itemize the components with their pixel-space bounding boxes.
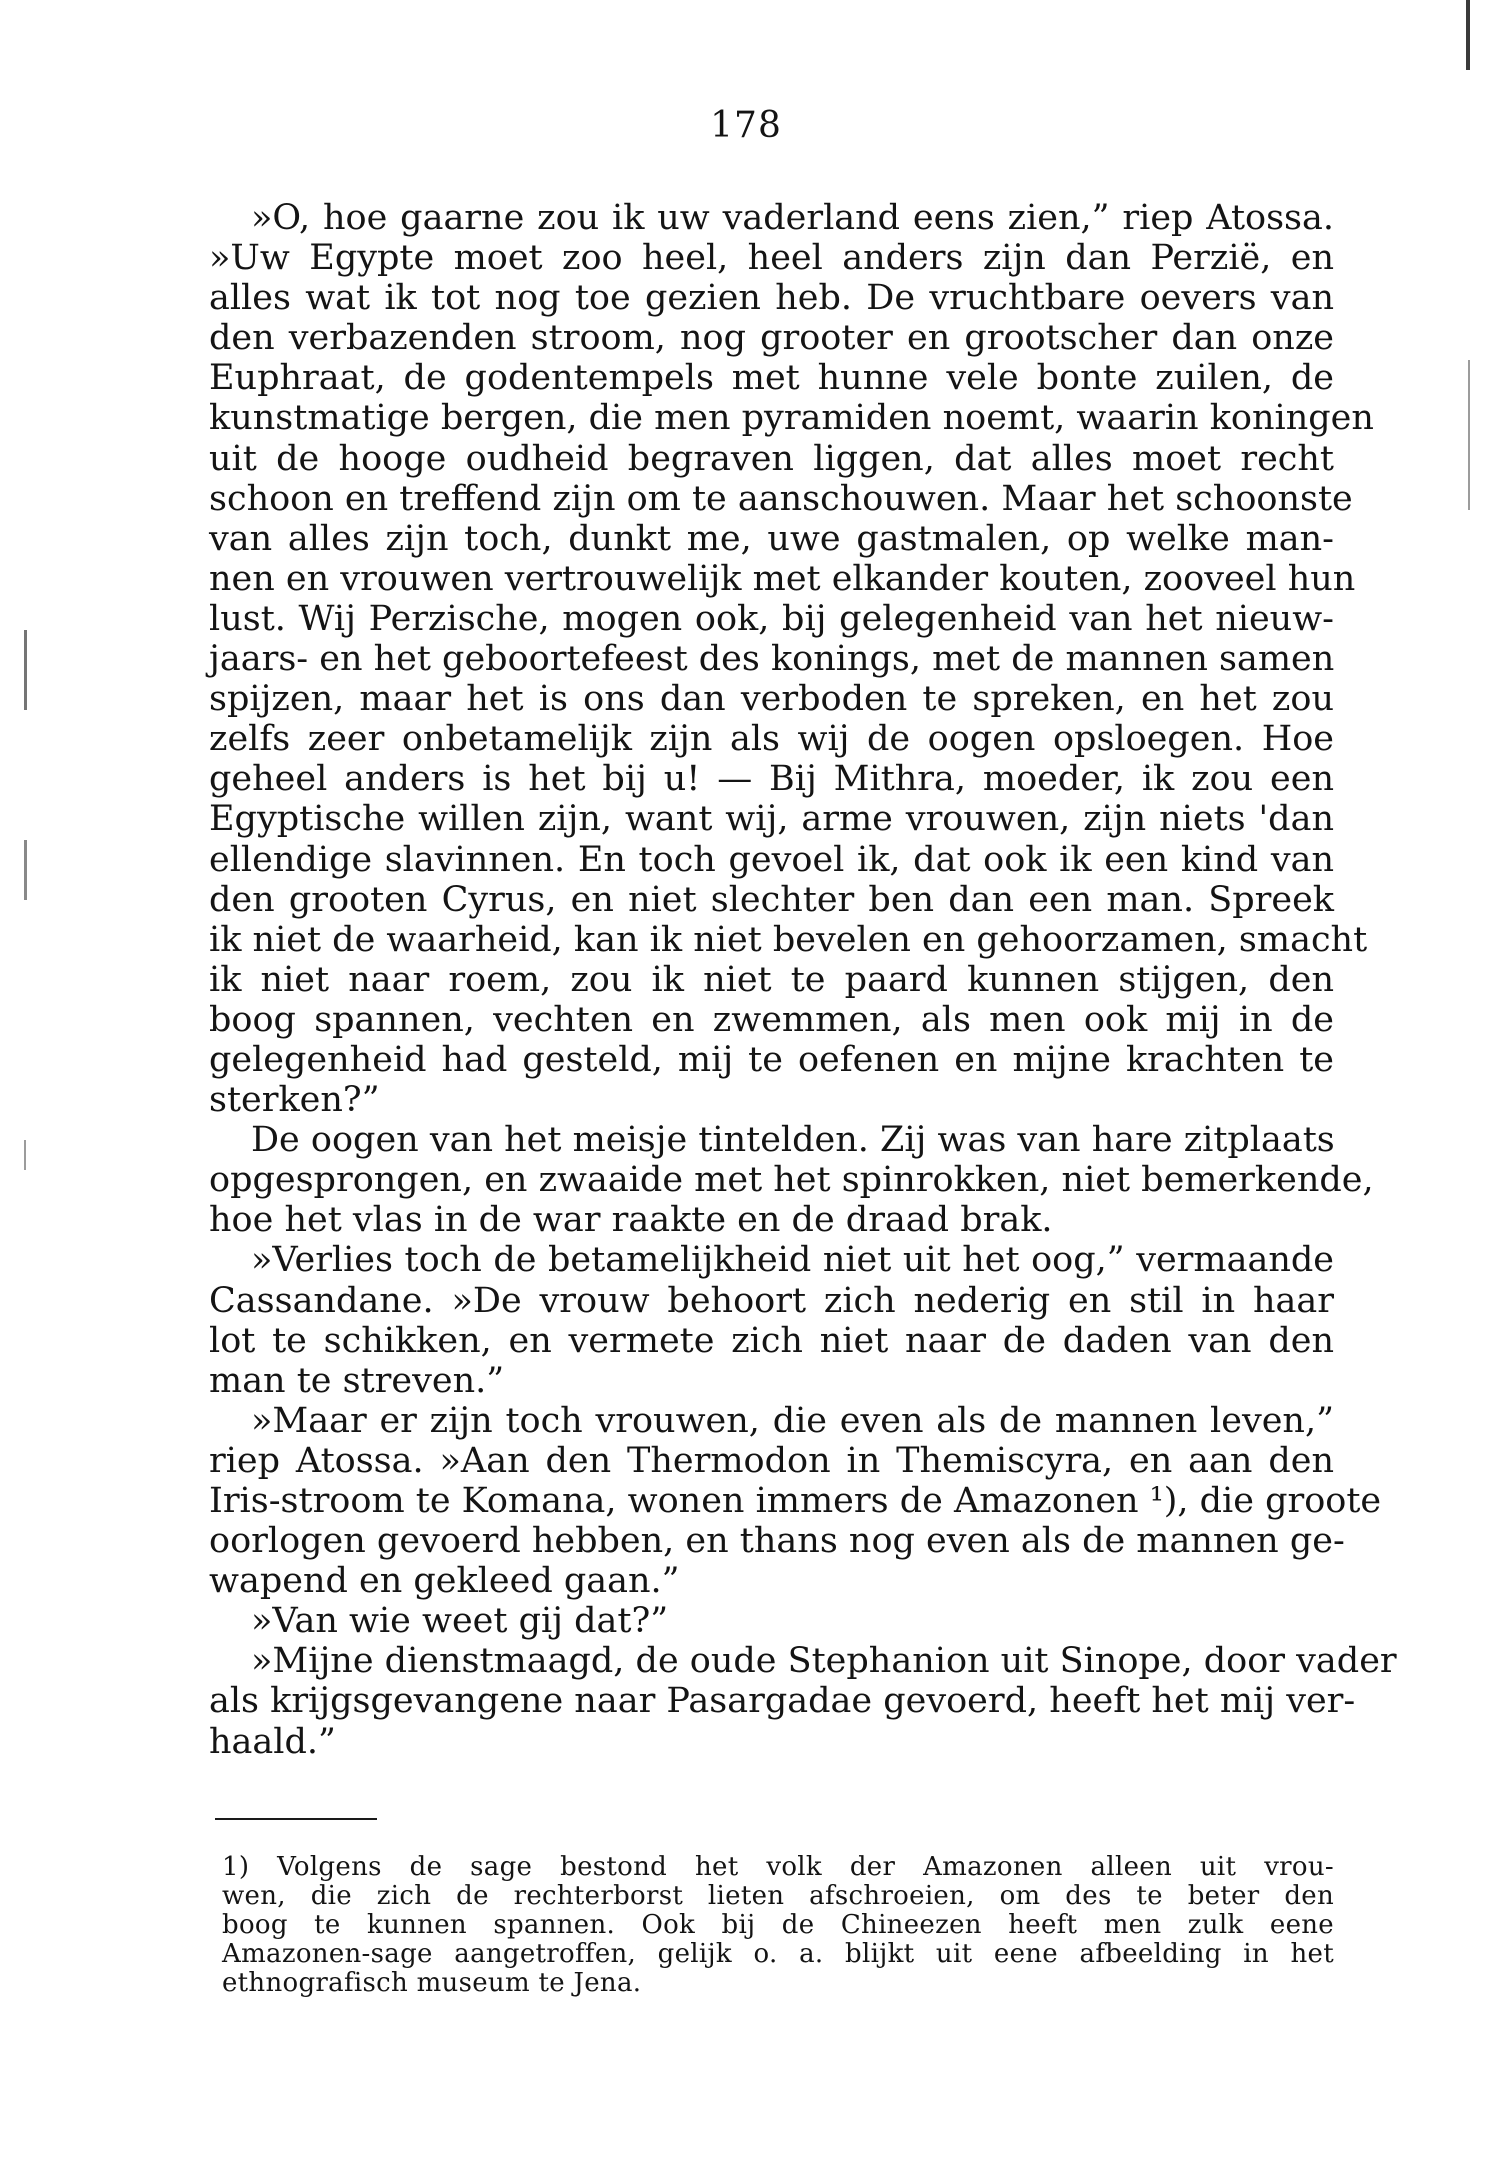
text-line: jaars- en het geboortefeest des konings, met de mannen samen [209,639,1335,680]
text-line: »Uw Egypte moet zoo heel, heel anders zijn dan Perzië, en [209,238,1334,279]
text-line: wapend en gekleed gaan.” [209,1561,680,1602]
text-line: opgesprongen, en zwaaide met het spinrokken, niet bemerkende, [209,1160,1374,1201]
text-line: Euphraat, de godentempels met hunne vele bonte zuilen, de [209,358,1334,399]
footnote-line: wen, die zich de rechterborst lieten afschroeien, om des te beter den [222,1881,1334,1911]
text-line: den grooten Cyrus, en niet slechter ben dan een man. Spreek [209,879,1334,920]
text-line: oorlogen gevoerd hebben, en thans nog even als de mannen ge- [209,1521,1345,1562]
text-line: »Maar er zijn toch vrouwen, die even als de mannen leven,” [251,1400,1334,1441]
text-line: nen en vrouwen vertrouwelijk met elkander kouten, zooveel hun [209,558,1356,599]
footnote-line: Amazonen-sage aangetroffen, gelijk o. a. blijkt uit eene afbeelding in het [222,1939,1334,1969]
text-line: ellendige slavinnen. En toch gevoel ik, dat ook ik een kind van [209,839,1334,880]
footnote-line: boog te kunnen spannen. Ook bij de Chineezen heeft men zulk eene [222,1910,1334,1940]
text-line: schoon en treffend zijn om te aanschouwen. Maar het schoonste [209,478,1353,519]
text-line: den verbazenden stroom, nog grooter en grootscher dan onze [209,318,1334,359]
text-line: sterken?” [209,1080,380,1121]
text-line: »Mijne dienstmaagd, de oude Stephanion uit Sinope, door vader [251,1641,1397,1682]
text-line: boog spannen, vechten en zwemmen, als men ook mij in de [209,999,1334,1040]
footnotes [222,1853,1334,1998]
scan-edge-mark [24,840,27,900]
text-line: als krijgsgevangene naar Pasargadae gevoerd, heeft het mij ver- [209,1681,1356,1722]
footnote-rule [215,1818,377,1820]
page-number: 178 [710,105,782,146]
text-line: riep Atossa. »Aan den Thermodon in Themiscyra, en aan den [209,1440,1334,1481]
text-line: hoe het vlas in de war raakte en de draad brak. [209,1200,1053,1241]
scan-edge-mark [1466,0,1470,70]
footnote-line: ethnografisch museum te Jena. [222,1968,642,1998]
body-text [209,198,1397,1762]
text-line: »O, hoe gaarne zou ik uw vaderland eens zien,” riep Atossa. [251,198,1334,238]
text-line: Egyptische willen zijn, want wij, arme vrouwen, zijn niets 'dan [209,799,1334,840]
scan-edge-mark [1468,360,1470,510]
text-line: spijzen, maar het is ons dan verboden te spreken, en het zou [209,679,1334,720]
text-line: lot te schikken, en vermete zich niet naar de daden van den [209,1320,1334,1361]
text-line: Iris-stroom te Komana, wonen immers de Amazonen ¹), die groote [209,1481,1382,1521]
text-line: »Verlies toch de betamelijkheid niet uit het oog,” vermaande [251,1240,1334,1281]
text-line: van alles zijn toch, dunkt me, uwe gastmalen, op welke man- [209,518,1334,559]
text-line: uit de hooge oudheid begraven liggen, dat alles moet recht [209,438,1334,479]
text-line: alles wat ik tot nog toe gezien heb. De vruchtbare oevers van [209,278,1334,319]
text-line: ik niet naar roem, zou ik niet te paard kunnen stijgen, den [209,959,1334,1000]
scan-edge-mark [24,630,27,710]
text-line: Cassandane. »De vrouw behoort zich nederig en stil in haar [209,1280,1334,1321]
footnote-line: 1) Volgens de sage bestond het volk der Amazonen alleen uit vrou- [222,1852,1334,1882]
text-line: geheel anders is het bij u! — Bij Mithra, moeder, ik zou een [209,759,1334,800]
text-line: kunstmatige bergen, die men pyramiden noemt, waarin koningen [209,398,1374,439]
text-line: »Van wie weet gij dat?” [251,1601,669,1642]
text-line: lust. Wij Perzische, mogen ook, bij gelegenheid van het nieuw- [209,598,1334,639]
text-line: ik niet de waarheid, kan ik niet bevelen en gehoorzamen, smacht [209,919,1368,960]
text-line: De oogen van het meisje tintelden. Zij was van hare zitplaats [251,1120,1335,1161]
scan-edge-mark [24,1140,26,1170]
text-line: gelegenheid had gesteld, mij te oefenen en mijne krachten te [209,1039,1334,1080]
text-line: man te streven.” [209,1360,505,1401]
text-line: haald.” [209,1721,336,1762]
text-line: zelfs zeer onbetamelijk zijn als wij de oogen opsloegen. Hoe [209,719,1334,760]
